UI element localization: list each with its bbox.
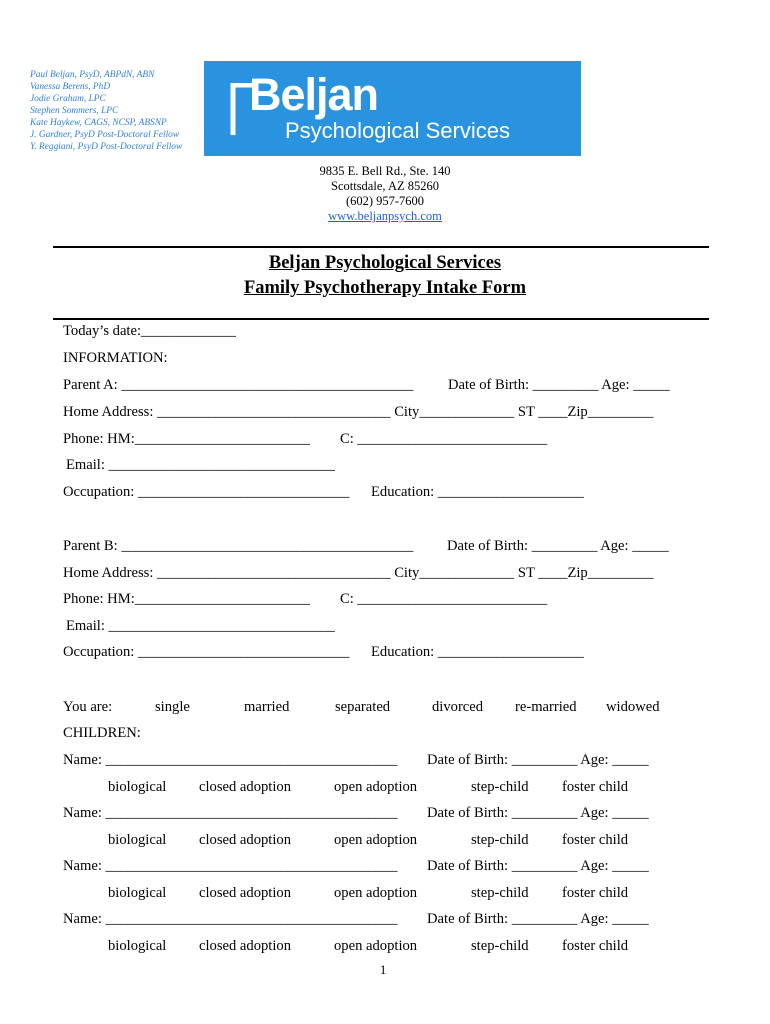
staff-name: Y. Reggiani, PsyD Post-Doctoral Fellow xyxy=(30,142,183,152)
page-number: 1 xyxy=(380,963,387,977)
todays-date-field[interactable]: Today’s date:_____________ xyxy=(63,323,236,339)
child-4-type-open-adoption[interactable]: open adoption xyxy=(334,938,418,954)
child-2-type-step-child[interactable]: step-child xyxy=(471,832,529,848)
child-2-dob-field[interactable]: Date of Birth: _________ Age: _____ xyxy=(427,805,649,821)
marital-option-widowed[interactable]: widowed xyxy=(606,699,660,715)
marital-option-separated[interactable]: separated xyxy=(335,699,391,715)
marital-option-divorced[interactable]: divorced xyxy=(432,699,484,715)
address-line-2: Scottsdale, AZ 85260 xyxy=(331,179,439,193)
parent-a-cell-phone-field[interactable]: C: __________________________ xyxy=(340,431,548,447)
child-1-type-biological[interactable]: biological xyxy=(108,779,167,795)
parent-b-occupation-field[interactable]: Occupation: _____________________________ xyxy=(63,644,350,660)
parent-b-address-field[interactable]: Home Address: ________________________________ City_____________ ST ____Zip_________ xyxy=(63,565,654,581)
child-4-name-field[interactable]: Name: ________________________________________ xyxy=(63,911,398,927)
address-line-1: 9835 E. Bell Rd., Ste. 140 xyxy=(319,164,451,178)
child-1-dob-field[interactable]: Date of Birth: _________ Age: _____ xyxy=(427,752,649,768)
child-4-type-biological[interactable]: biological xyxy=(108,938,167,954)
marital-option-remarried[interactable]: re-married xyxy=(515,699,577,715)
header-divider xyxy=(53,246,709,248)
logo-wordmark: Beljan xyxy=(249,69,379,120)
child-2-type-closed-adoption[interactable]: closed adoption xyxy=(199,832,292,848)
child-2-type-open-adoption[interactable]: open adoption xyxy=(334,832,418,848)
staff-list xyxy=(30,69,182,153)
parent-b-cell-phone-field[interactable]: C: __________________________ xyxy=(340,591,548,607)
title-divider xyxy=(53,318,709,320)
child-4-type-foster-child[interactable]: foster child xyxy=(562,938,629,954)
child-3-type-biological[interactable]: biological xyxy=(108,885,167,901)
child-4-type-step-child[interactable]: step-child xyxy=(471,938,529,954)
child-3-type-foster-child[interactable]: foster child xyxy=(562,885,629,901)
parent-b-name-field[interactable]: Parent B: ________________________________________ xyxy=(63,538,414,554)
child-1-type-step-child[interactable]: step-child xyxy=(471,779,529,795)
company-logo xyxy=(204,61,581,156)
child-1-type-closed-adoption[interactable]: closed adoption xyxy=(199,779,292,795)
child-4-dob-field[interactable]: Date of Birth: _________ Age: _____ xyxy=(427,911,649,927)
staff-name: Paul Beljan, PsyD, ABPdN, ABN xyxy=(30,70,155,80)
page-title: Beljan Psychological Services xyxy=(268,253,502,273)
child-3-type-step-child[interactable]: step-child xyxy=(471,885,529,901)
parent-a-education-field[interactable]: Education: ____________________ xyxy=(371,484,584,500)
website-link[interactable]: www.beljanpsych.com xyxy=(328,209,442,223)
parent-b-home-phone-field[interactable]: Phone: HM:________________________ xyxy=(63,591,310,607)
marital-option-married[interactable]: married xyxy=(244,699,290,715)
child-3-name-field[interactable]: Name: ________________________________________ xyxy=(63,858,398,874)
staff-name: Vanessa Berens, PhD xyxy=(30,82,111,92)
child-3-dob-field[interactable]: Date of Birth: _________ Age: _____ xyxy=(427,858,649,874)
information-heading: INFORMATION: xyxy=(63,350,168,366)
staff-name: Jodie Graham, LPC xyxy=(30,94,106,104)
staff-name: Kate Haykew, CAGS, NCSP, ABSNP xyxy=(30,118,167,128)
parent-a-email-field[interactable]: Email: _______________________________ xyxy=(66,457,335,473)
marital-status-label: You are: xyxy=(63,699,113,715)
children-heading: CHILDREN: xyxy=(63,725,141,741)
parent-b-email-field[interactable]: Email: _______________________________ xyxy=(66,618,335,634)
parent-a-home-phone-field[interactable]: Phone: HM:________________________ xyxy=(63,431,310,447)
parent-a-occupation-field[interactable]: Occupation: _____________________________ xyxy=(63,484,350,500)
child-2-name-field[interactable]: Name: ________________________________________ xyxy=(63,805,398,821)
phone-number: (602) 957-7600 xyxy=(345,194,425,208)
staff-name: Stephen Sommers, LPC xyxy=(30,106,119,116)
parent-b-education-field[interactable]: Education: ____________________ xyxy=(371,644,584,660)
logo-subtitle: Psychological Services xyxy=(285,118,510,143)
parent-a-dob-field[interactable]: Date of Birth: _________ Age: _____ xyxy=(448,377,670,393)
child-1-name-field[interactable]: Name: ________________________________________ xyxy=(63,752,398,768)
child-1-type-open-adoption[interactable]: open adoption xyxy=(334,779,418,795)
website-line xyxy=(250,209,520,224)
staff-name: J. Gardner, PsyD Post-Doctoral Fellow xyxy=(30,130,180,140)
parent-a-name-field[interactable]: Parent A: ________________________________________ xyxy=(63,377,414,393)
child-4-type-closed-adoption[interactable]: closed adoption xyxy=(199,938,292,954)
child-1-type-foster-child[interactable]: foster child xyxy=(562,779,629,795)
form-title: Family Psychotherapy Intake Form xyxy=(243,278,527,298)
child-3-type-closed-adoption[interactable]: closed adoption xyxy=(199,885,292,901)
child-3-type-open-adoption[interactable]: open adoption xyxy=(334,885,418,901)
child-2-type-biological[interactable]: biological xyxy=(108,832,167,848)
parent-a-address-field[interactable]: Home Address: ________________________________ City_____________ ST ____Zip_________ xyxy=(63,404,654,420)
child-2-type-foster-child[interactable]: foster child xyxy=(562,832,629,848)
parent-b-dob-field[interactable]: Date of Birth: _________ Age: _____ xyxy=(447,538,669,554)
marital-option-single[interactable]: single xyxy=(155,699,190,715)
